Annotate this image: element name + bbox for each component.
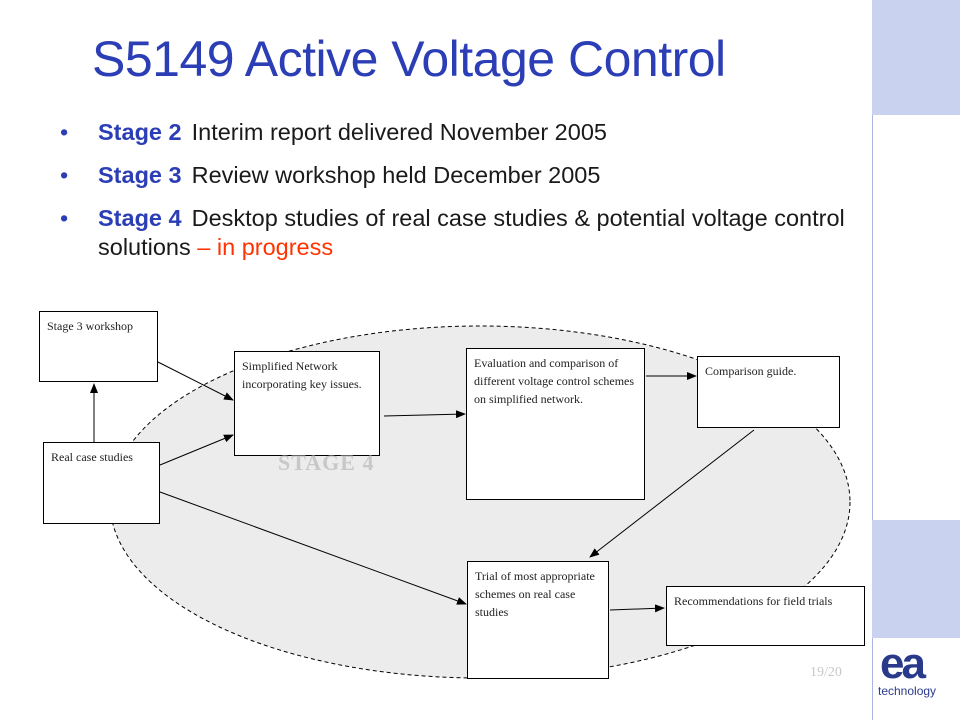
- bullet-text: Review workshop held December 2005: [191, 162, 601, 188]
- bullet-dot-icon: •: [60, 205, 69, 231]
- logo-text: technology: [878, 684, 937, 698]
- ea-technology-logo: [876, 639, 958, 712]
- bullet-dot-icon: •: [60, 119, 69, 145]
- bullet-dot-icon: •: [60, 162, 69, 188]
- box-real-case-studies: Real case studies: [43, 442, 160, 524]
- bullet-text: Desktop studies of real case studies & potential voltage control solutions: [98, 205, 845, 260]
- slide-title: S5149 Active Voltage Control: [92, 31, 726, 87]
- box-trial: Trial of most appropriate schemes on real case studies: [467, 561, 609, 679]
- box-stage3-workshop: Stage 3 workshop: [39, 311, 158, 382]
- logo-mark: ea: [880, 639, 923, 688]
- page-number: 19/20: [810, 665, 842, 680]
- box-evaluation: Evaluation and comparison of different voltage control schemes on simplified network.: [466, 348, 645, 500]
- stage-label: Stage 4: [98, 205, 182, 231]
- stage4-label: STAGE 4: [278, 450, 375, 475]
- stage-label: Stage 3: [98, 162, 182, 188]
- stage-label: Stage 2: [98, 119, 182, 145]
- box-comparison-guide: Comparison guide.: [697, 356, 840, 428]
- bullet-text: Interim report delivered November 2005: [191, 119, 607, 145]
- in-progress-text: – in progress: [190, 234, 334, 260]
- box-simplified-network: Simplified Network incorporating key issues.: [234, 351, 380, 456]
- box-recommendations: Recommendations for field trials: [666, 586, 865, 646]
